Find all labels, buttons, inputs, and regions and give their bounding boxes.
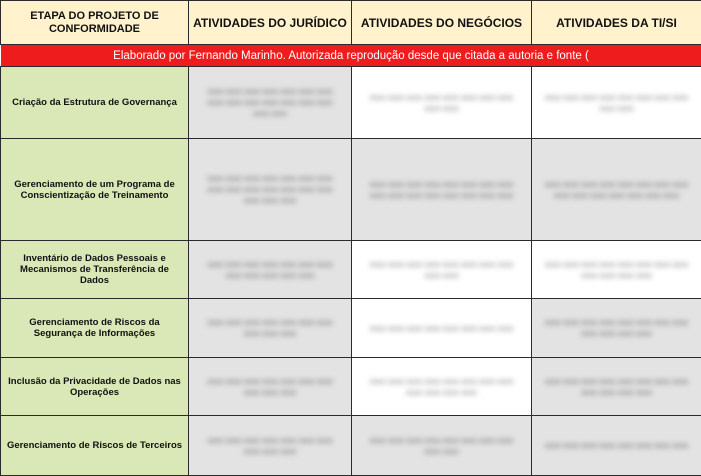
blurred-text: xxxx xxxx xxxx xxxx xxxx xxxx xxxx xxxx xxxx xxxx xxxx xxxx (542, 317, 691, 339)
ti-cell (532, 67, 701, 139)
negocios-cell (352, 139, 532, 241)
stage-cell: Inclusão da Privacidade de Dados nas Operações (1, 358, 189, 416)
stage-cell: Gerenciamento de Riscos da Segurança de Informações (1, 299, 189, 358)
negocios-cell (352, 241, 532, 299)
blurred-text: xxxx xxxx xxxx xxxx xxxx xxxx xxxx xxxx xxxx xxxx xxxx xxxx xxxx xxxx xxxx xxxx (362, 179, 521, 201)
blurred-text: xxxx xxxx xxxx xxxx xxxx xxxx xxxx xxxx xxxx xxxx (199, 435, 341, 457)
blurred-text: xxxx xxxx xxxx xxxx xxxx xxxx xxxx xxxx xxxx xxxx xxxx xxxx (362, 376, 521, 398)
blurred-text: xxxx xxxx xxxx xxxx xxxx xxxx xxxx xxxx xxxx xxxx xxxx xxxx (199, 259, 341, 281)
table-row (1, 139, 701, 241)
ti-cell (532, 358, 701, 416)
blurred-text: xxxx xxxx xxxx xxxx xxxx xxxx xxxx xxxx (362, 323, 521, 334)
negocios-cell (352, 358, 532, 416)
juridico-cell (189, 416, 352, 476)
negocios-cell (352, 416, 532, 476)
authorship-banner: Elaborado por Fernando Marinho. Autorizada reprodução desde que citada a autoria e fonte ( (1, 45, 701, 67)
blurred-text: xxxx xxxx xxxx xxxx xxxx xxxx xxxx xxxx xxxx xxxx (199, 317, 341, 339)
juridico-cell (189, 139, 352, 241)
blurred-text: xxxx xxxx xxxx xxxx xxxx xxxx xxxx xxxx xxxx xxxx xxxx xxxx xxxx xxxx xxxx (542, 179, 691, 201)
ti-cell (532, 416, 701, 476)
header-negocios: ATIVIDADES DO NEGÓCIOS (352, 1, 532, 45)
stage-cell: Gerenciamento de Riscos de Terceiros (1, 416, 189, 476)
stage-cell: Inventário de Dados Pessoais e Mecanismos de Transferência de Dados (1, 241, 189, 299)
blurred-text: xxxx xxxx xxxx xxxx xxxx xxxx xxxx xxxx xxxx xxxx (542, 92, 691, 114)
table-row (1, 299, 701, 358)
header-ti: ATIVIDADES DA TI/SI (532, 1, 701, 45)
stage-cell: Gerenciamento de um Programa de Conscientização de Treinamento (1, 139, 189, 241)
stage-cell: Criação da Estrutura de Governança (1, 67, 189, 139)
table-row (1, 416, 701, 476)
negocios-cell (352, 299, 532, 358)
negocios-cell (352, 67, 532, 139)
blurred-text: xxxx xxxx xxxx xxxx xxxx xxxx xxxx xxxx xxxx xxxx xxxx xxxx (542, 376, 691, 398)
blurred-text: xxxx xxxx xxxx xxxx xxxx xxxx xxxx xxxx xxxx xxxx (362, 92, 521, 114)
header-stage: ETAPA DO PROJETO DE CONFORMIDADE (1, 1, 189, 45)
header-juridico: ATIVIDADES DO JURÍDICO (189, 1, 352, 45)
ti-cell (532, 139, 701, 241)
table-header-row (1, 1, 701, 45)
blurred-text: xxxx xxxx xxxx xxxx xxxx xxxx xxxx xxxx xxxx xxxx xxxx xxxx xxxx xxxx xxxx xxxx xxxx (199, 173, 341, 206)
blurred-text: xxxx xxxx xxxx xxxx xxxx xxxx xxxx xxxx xxxx xxxx xxxx xxxx (542, 259, 691, 281)
blurred-text: xxxx xxxx xxxx xxxx xxxx xxxx xxxx xxxx xxxx xxxx (362, 435, 521, 457)
juridico-cell (189, 67, 352, 139)
blurred-text: xxxx xxxx xxxx xxxx xxxx xxxx xxxx xxxx (542, 440, 691, 451)
blurred-text: xxxx xxxx xxxx xxxx xxxx xxxx xxxx xxxx xxxx xxxx (362, 259, 521, 281)
table-row (1, 241, 701, 299)
table-row (1, 358, 701, 416)
blurred-text: xxxx xxxx xxxx xxxx xxxx xxxx xxxx xxxx xxxx xxxx (199, 376, 341, 398)
ti-cell (532, 299, 701, 358)
banner-row (1, 45, 701, 67)
table-row (1, 67, 701, 139)
blurred-text: xxxx xxxx xxxx xxxx xxxx xxxx xxxx xxxx xxxx xxxx xxxx xxxx xxxx xxxx xxxx xxxx (199, 86, 341, 119)
ti-cell (532, 241, 701, 299)
juridico-cell (189, 358, 352, 416)
juridico-cell (189, 241, 352, 299)
juridico-cell (189, 299, 352, 358)
